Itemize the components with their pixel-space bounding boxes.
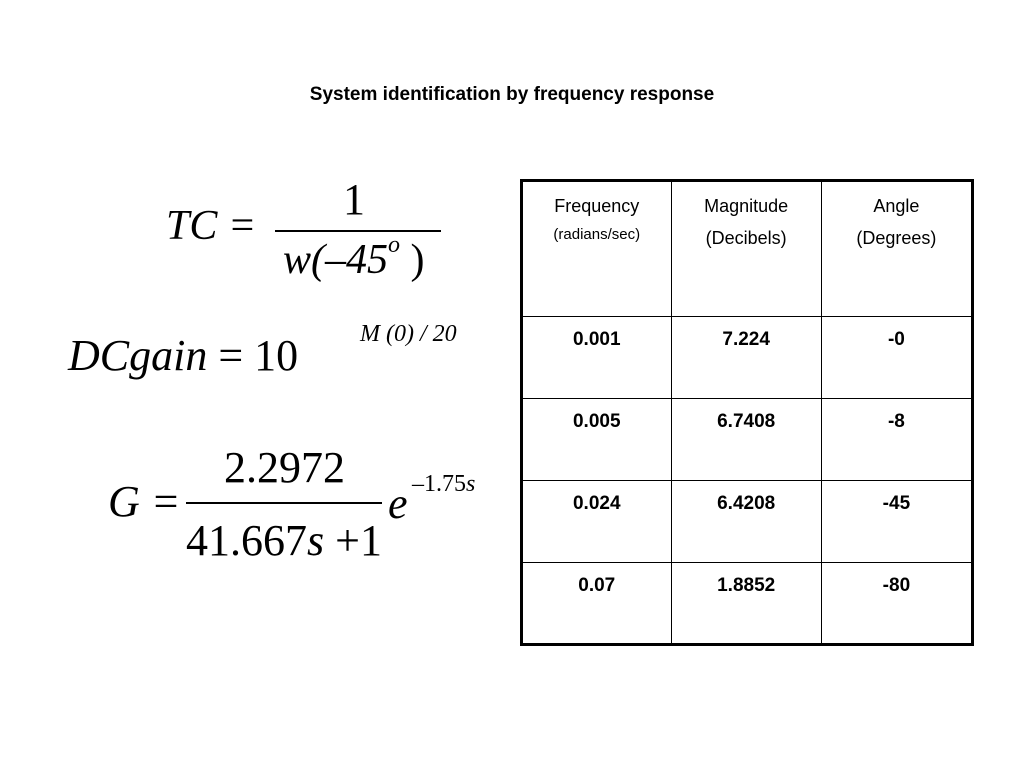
header-label: Frequency (554, 196, 640, 216)
header-label: Magnitude (704, 196, 789, 216)
g-denominator-tail: +1 (324, 516, 382, 565)
dc-gain-exponent: M (0) / 20 (360, 321, 457, 347)
header-angle (821, 181, 972, 317)
header-frequency (522, 181, 672, 317)
g-denominator-var: s (307, 516, 325, 565)
g-numerator: 2.2972 (224, 443, 345, 492)
cell-frequency: 0.001 (522, 317, 672, 399)
tc-denominator-prefix: w(–45 (283, 237, 388, 283)
table-header-row (522, 181, 973, 317)
g-exponent-var: s (466, 471, 476, 497)
cell-angle: -45 (821, 481, 972, 563)
degree-superscript: o (388, 232, 400, 258)
dc-gain-lhs: DCgain (68, 331, 208, 380)
g-exponent (412, 472, 475, 496)
g-denominator (186, 516, 382, 565)
g-exponent-value: –1.75 (412, 471, 466, 497)
page-title: System identification by frequency response (309, 84, 715, 105)
cell-magnitude: 6.4208 (671, 481, 821, 563)
table-row (522, 399, 973, 481)
table-row (522, 481, 973, 563)
tc-fraction-bar (275, 230, 441, 232)
table-row (522, 563, 973, 645)
header-label: Angle (873, 196, 920, 216)
cell-magnitude: 6.7408 (671, 399, 821, 481)
dc-gain-rhs: = 10 (207, 331, 299, 380)
cell-frequency: 0.005 (522, 399, 672, 481)
cell-angle: -0 (821, 317, 972, 399)
header-unit: (Degrees) (856, 228, 937, 248)
tc-numerator: 1 (343, 175, 365, 224)
cell-magnitude: 1.8852 (671, 563, 821, 645)
cell-angle: -80 (821, 563, 972, 645)
table-row (522, 317, 973, 399)
g-fraction-bar (186, 502, 382, 504)
g-equation-lhs: G = (108, 477, 181, 526)
header-unit: (radians/sec) (553, 226, 641, 243)
header-magnitude (671, 181, 821, 317)
g-exp-base: e (388, 479, 408, 528)
cell-frequency: 0.07 (522, 563, 672, 645)
tc-denominator-suffix: ) (400, 237, 425, 283)
dc-gain-equation (68, 331, 299, 380)
g-denominator-coef: 41.667 (186, 516, 307, 565)
tc-denominator (283, 232, 425, 283)
cell-magnitude: 7.224 (671, 317, 821, 399)
cell-angle: -8 (821, 399, 972, 481)
frequency-response-table (520, 179, 974, 646)
cell-frequency: 0.024 (522, 481, 672, 563)
tc-equation-lhs: TC = (166, 203, 257, 249)
header-unit: (Decibels) (705, 228, 787, 248)
